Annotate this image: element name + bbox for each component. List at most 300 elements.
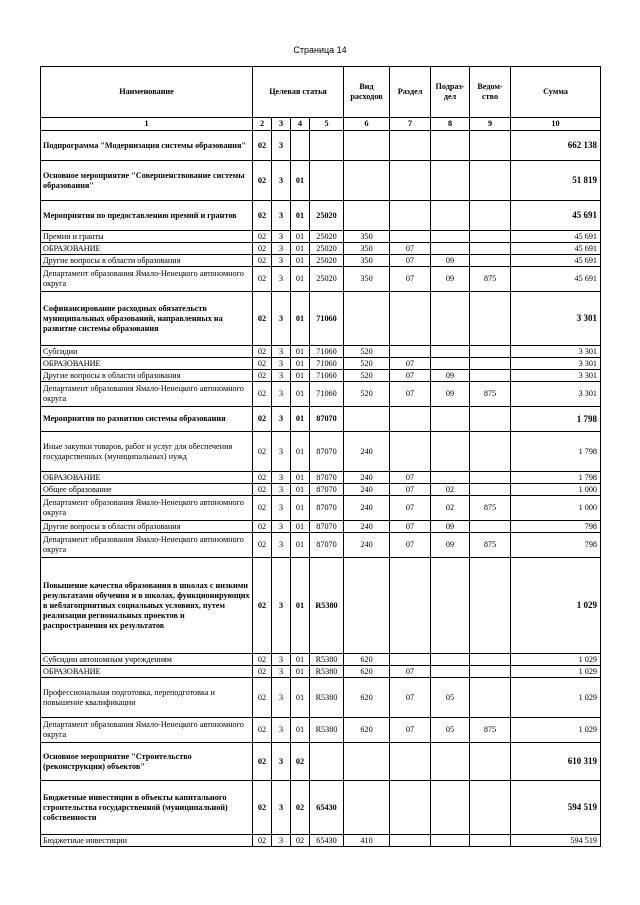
- cell-expense-type: 240: [344, 432, 390, 472]
- cell-name: Другие вопросы в области образования: [41, 370, 253, 382]
- col-number: 9: [470, 118, 511, 131]
- cell-target-event: 01: [291, 370, 310, 382]
- cell-sum: 45 691: [511, 201, 601, 231]
- table-row: [41, 835, 601, 847]
- cell-name: Иные закупки товаров, работ и услуг для обеспечения государственных (муниципальных) нужд: [41, 432, 253, 472]
- cell-section: [390, 558, 431, 654]
- cell-name: Мероприятия по развитию системы образования: [41, 407, 253, 432]
- cell-target-event: 01: [291, 666, 310, 678]
- cell-name: Другие вопросы в области образования: [41, 521, 253, 533]
- cell-target-program: 02: [253, 255, 272, 267]
- cell-section: [390, 654, 431, 666]
- cell-target-program: 02: [253, 267, 272, 292]
- cell-section: 07: [390, 472, 431, 484]
- cell-subsection: [431, 835, 470, 847]
- cell-target-direction: [310, 131, 344, 161]
- cell-target-direction: 71060: [310, 382, 344, 407]
- cell-expense-type: 620: [344, 654, 390, 666]
- col-number: 3: [272, 118, 291, 131]
- cell-target-subprogram: 3: [272, 521, 291, 533]
- cell-section: 07: [390, 370, 431, 382]
- table-row: [41, 496, 601, 521]
- table-row: [41, 358, 601, 370]
- cell-target-direction: 87070: [310, 407, 344, 432]
- cell-department: [470, 484, 511, 496]
- cell-section: [390, 161, 431, 201]
- cell-section: [390, 346, 431, 358]
- cell-sum: 45 691: [511, 243, 601, 255]
- cell-expense-type: 520: [344, 358, 390, 370]
- cell-subsection: 09: [431, 533, 470, 558]
- table-row: [41, 432, 601, 472]
- cell-department: [470, 292, 511, 346]
- cell-target-event: 01: [291, 521, 310, 533]
- table-row: [41, 558, 601, 654]
- header-department: Ведом-ство: [470, 67, 511, 118]
- cell-department: [470, 743, 511, 781]
- cell-target-event: [291, 131, 310, 161]
- cell-name: Субсидии автономным учреждениям: [41, 654, 253, 666]
- cell-target-event: 02: [291, 743, 310, 781]
- cell-expense-type: 620: [344, 678, 390, 718]
- cell-target-subprogram: 3: [272, 654, 291, 666]
- cell-target-event: 01: [291, 161, 310, 201]
- table-row: [41, 231, 601, 243]
- cell-subsection: 05: [431, 718, 470, 743]
- cell-target-event: 01: [291, 358, 310, 370]
- cell-target-program: 02: [253, 781, 272, 835]
- cell-expense-type: 240: [344, 472, 390, 484]
- cell-target-program: 02: [253, 382, 272, 407]
- cell-target-subprogram: 3: [272, 678, 291, 718]
- table-row: [41, 484, 601, 496]
- cell-target-program: 02: [253, 472, 272, 484]
- cell-sum: 1 798: [511, 472, 601, 484]
- cell-section: 07: [390, 484, 431, 496]
- cell-department: [470, 131, 511, 161]
- cell-target-program: 02: [253, 243, 272, 255]
- cell-target-subprogram: 3: [272, 496, 291, 521]
- header-section: Раздел: [390, 67, 431, 118]
- cell-section: 07: [390, 243, 431, 255]
- cell-target-direction: 71060: [310, 346, 344, 358]
- cell-section: [390, 743, 431, 781]
- table-row: [41, 267, 601, 292]
- cell-department: [470, 161, 511, 201]
- cell-department: [470, 432, 511, 472]
- cell-name: Бюджетные инвестиции: [41, 835, 253, 847]
- table-body: [41, 131, 601, 847]
- cell-target-subprogram: 3: [272, 161, 291, 201]
- cell-target-direction: 25020: [310, 231, 344, 243]
- cell-name: Департамент образования Ямало-Ненецкого автономного округа: [41, 533, 253, 558]
- cell-name: Профессиональная подготовка, переподготовка и повышение квалификации: [41, 678, 253, 718]
- cell-section: [390, 131, 431, 161]
- cell-expense-type: 410: [344, 835, 390, 847]
- cell-name: Департамент образования Ямало-Ненецкого автономного округа: [41, 496, 253, 521]
- cell-name: Софинансирование расходных обязательств муниципальных образований, направленных на развитие системы образования: [41, 292, 253, 346]
- cell-target-event: 02: [291, 781, 310, 835]
- cell-subsection: [431, 407, 470, 432]
- cell-target-subprogram: 3: [272, 666, 291, 678]
- cell-subsection: [431, 161, 470, 201]
- cell-sum: 594 519: [511, 835, 601, 847]
- cell-expense-type: 520: [344, 382, 390, 407]
- cell-target-direction: 87070: [310, 521, 344, 533]
- cell-target-program: 02: [253, 358, 272, 370]
- cell-target-direction: R5380: [310, 558, 344, 654]
- table-row: [41, 201, 601, 231]
- cell-target-event: 01: [291, 484, 310, 496]
- cell-target-program: 02: [253, 201, 272, 231]
- cell-target-subprogram: 3: [272, 131, 291, 161]
- cell-expense-type: [344, 558, 390, 654]
- cell-sum: 798: [511, 521, 601, 533]
- table-row: [41, 370, 601, 382]
- table-row: [41, 255, 601, 267]
- cell-sum: 1 029: [511, 654, 601, 666]
- cell-sum: 3 301: [511, 370, 601, 382]
- table-row: [41, 243, 601, 255]
- cell-section: [390, 231, 431, 243]
- cell-sum: 1 000: [511, 484, 601, 496]
- cell-target-event: 01: [291, 255, 310, 267]
- cell-department: [470, 521, 511, 533]
- cell-sum: 1 029: [511, 666, 601, 678]
- cell-subsection: [431, 472, 470, 484]
- cell-sum: 594 519: [511, 781, 601, 835]
- table-row: [41, 346, 601, 358]
- cell-target-subprogram: 3: [272, 558, 291, 654]
- cell-department: [470, 558, 511, 654]
- cell-target-subprogram: 3: [272, 432, 291, 472]
- cell-expense-type: 240: [344, 496, 390, 521]
- cell-name: Повышение качества образования в школах с низкими результатами обучения и в школах, функционирующих в неблагоприятных социальных условиях, путем реализации региональных проектов и распространения их результатов: [41, 558, 253, 654]
- cell-section: 07: [390, 382, 431, 407]
- col-number: 4: [291, 118, 310, 131]
- cell-subsection: [431, 781, 470, 835]
- cell-sum: 3 301: [511, 358, 601, 370]
- cell-subsection: 09: [431, 521, 470, 533]
- cell-target-direction: R5380: [310, 718, 344, 743]
- cell-subsection: 09: [431, 255, 470, 267]
- cell-subsection: 09: [431, 267, 470, 292]
- cell-target-direction: 71060: [310, 292, 344, 346]
- cell-target-subprogram: 3: [272, 472, 291, 484]
- header-sum: Сумма: [511, 67, 601, 118]
- table-row: [41, 678, 601, 718]
- cell-sum: 1 000: [511, 496, 601, 521]
- cell-section: 07: [390, 533, 431, 558]
- cell-target-direction: 87070: [310, 432, 344, 472]
- cell-target-program: 02: [253, 496, 272, 521]
- cell-expense-type: 350: [344, 255, 390, 267]
- cell-subsection: [431, 654, 470, 666]
- cell-expense-type: 620: [344, 666, 390, 678]
- cell-target-direction: R5380: [310, 654, 344, 666]
- header-subsection: Подраз-дел: [431, 67, 470, 118]
- cell-expense-type: [344, 407, 390, 432]
- table-row: [41, 666, 601, 678]
- cell-target-subprogram: 3: [272, 484, 291, 496]
- cell-department: 875: [470, 533, 511, 558]
- cell-subsection: 05: [431, 678, 470, 718]
- cell-target-program: 02: [253, 161, 272, 201]
- cell-target-subprogram: 3: [272, 292, 291, 346]
- cell-target-subprogram: 3: [272, 358, 291, 370]
- cell-section: 07: [390, 496, 431, 521]
- cell-target-program: 02: [253, 346, 272, 358]
- cell-target-event: 01: [291, 654, 310, 666]
- cell-name: Основное мероприятие "Совершенствование системы образования": [41, 161, 253, 201]
- cell-name: Общее образование: [41, 484, 253, 496]
- header-name: Наименование: [41, 67, 253, 118]
- cell-target-direction: 87070: [310, 472, 344, 484]
- cell-expense-type: 350: [344, 243, 390, 255]
- cell-target-program: 02: [253, 432, 272, 472]
- cell-target-direction: 87070: [310, 496, 344, 521]
- cell-department: 875: [470, 382, 511, 407]
- cell-department: [470, 346, 511, 358]
- cell-target-event: 01: [291, 533, 310, 558]
- cell-target-event: 01: [291, 718, 310, 743]
- table-row: [41, 718, 601, 743]
- cell-sum: 662 138: [511, 131, 601, 161]
- cell-expense-type: [344, 743, 390, 781]
- cell-sum: 1 029: [511, 718, 601, 743]
- column-numbers-row: [41, 118, 601, 131]
- cell-department: [470, 678, 511, 718]
- cell-department: [470, 472, 511, 484]
- cell-target-direction: 87070: [310, 533, 344, 558]
- cell-name: Подпрограмма "Модернизация системы образования": [41, 131, 253, 161]
- cell-target-program: 02: [253, 654, 272, 666]
- cell-expense-type: 240: [344, 533, 390, 558]
- cell-sum: 1 798: [511, 407, 601, 432]
- cell-target-direction: 71060: [310, 370, 344, 382]
- cell-target-event: 01: [291, 267, 310, 292]
- cell-expense-type: [344, 781, 390, 835]
- cell-department: [470, 835, 511, 847]
- cell-name: Департамент образования Ямало-Ненецкого автономного округа: [41, 718, 253, 743]
- cell-sum: 3 301: [511, 346, 601, 358]
- cell-target-program: 02: [253, 835, 272, 847]
- cell-target-program: 02: [253, 407, 272, 432]
- header-expense-type: Вид расходов: [344, 67, 390, 118]
- cell-target-subprogram: 3: [272, 835, 291, 847]
- table-row: [41, 472, 601, 484]
- cell-target-event: 01: [291, 407, 310, 432]
- cell-target-direction: 87070: [310, 484, 344, 496]
- cell-expense-type: [344, 201, 390, 231]
- cell-target-program: 02: [253, 131, 272, 161]
- cell-target-direction: [310, 743, 344, 781]
- cell-target-event: 01: [291, 382, 310, 407]
- cell-target-direction: 25020: [310, 255, 344, 267]
- cell-target-subprogram: 3: [272, 243, 291, 255]
- cell-name: Департамент образования Ямало-Ненецкого автономного округа: [41, 382, 253, 407]
- cell-target-direction: 25020: [310, 267, 344, 292]
- cell-expense-type: 520: [344, 346, 390, 358]
- cell-expense-type: [344, 161, 390, 201]
- cell-target-direction: 25020: [310, 243, 344, 255]
- cell-name: ОБРАЗОВАНИЕ: [41, 666, 253, 678]
- cell-target-event: 02: [291, 835, 310, 847]
- cell-subsection: [431, 292, 470, 346]
- cell-expense-type: 240: [344, 484, 390, 496]
- cell-target-subprogram: 3: [272, 407, 291, 432]
- cell-target-event: 01: [291, 678, 310, 718]
- cell-name: Мероприятия по предоставлению премий и грантов: [41, 201, 253, 231]
- cell-sum: 1 798: [511, 432, 601, 472]
- cell-name: Департамент образования Ямало-Ненецкого автономного округа: [41, 267, 253, 292]
- cell-sum: 45 691: [511, 231, 601, 243]
- cell-target-direction: 65430: [310, 781, 344, 835]
- cell-target-subprogram: 3: [272, 201, 291, 231]
- cell-name: ОБРАЗОВАНИЕ: [41, 472, 253, 484]
- cell-sum: 45 691: [511, 255, 601, 267]
- cell-sum: 1 029: [511, 558, 601, 654]
- col-number: 2: [253, 118, 272, 131]
- cell-target-program: 02: [253, 718, 272, 743]
- cell-target-subprogram: 3: [272, 231, 291, 243]
- cell-target-program: 02: [253, 678, 272, 718]
- cell-expense-type: 520: [344, 370, 390, 382]
- cell-department: [470, 407, 511, 432]
- table-row: [41, 292, 601, 346]
- header-row: [41, 67, 601, 118]
- cell-section: [390, 835, 431, 847]
- cell-department: 875: [470, 496, 511, 521]
- cell-name: ОБРАЗОВАНИЕ: [41, 243, 253, 255]
- col-number: 5: [310, 118, 344, 131]
- cell-department: [470, 358, 511, 370]
- cell-expense-type: 240: [344, 521, 390, 533]
- cell-target-direction: R5380: [310, 678, 344, 718]
- col-number: 10: [511, 118, 601, 131]
- cell-name: Премии и гранты: [41, 231, 253, 243]
- cell-sum: 610 319: [511, 743, 601, 781]
- cell-subsection: [431, 743, 470, 781]
- cell-section: 07: [390, 358, 431, 370]
- cell-target-event: 01: [291, 432, 310, 472]
- cell-target-direction: 65430: [310, 835, 344, 847]
- cell-target-event: 01: [291, 201, 310, 231]
- cell-section: [390, 292, 431, 346]
- table-row: [41, 161, 601, 201]
- cell-subsection: 02: [431, 496, 470, 521]
- cell-target-direction: 25020: [310, 201, 344, 231]
- cell-department: [470, 243, 511, 255]
- col-number: 6: [344, 118, 390, 131]
- col-number: 7: [390, 118, 431, 131]
- cell-expense-type: [344, 131, 390, 161]
- cell-subsection: [431, 558, 470, 654]
- col-number: 1: [41, 118, 253, 131]
- cell-name: Другие вопросы в области образования: [41, 255, 253, 267]
- cell-target-program: 02: [253, 484, 272, 496]
- cell-target-event: 01: [291, 243, 310, 255]
- table-row: [41, 521, 601, 533]
- cell-department: [470, 654, 511, 666]
- cell-target-program: 02: [253, 743, 272, 781]
- cell-section: 07: [390, 666, 431, 678]
- cell-target-subprogram: 3: [272, 781, 291, 835]
- cell-subsection: 09: [431, 370, 470, 382]
- cell-section: [390, 407, 431, 432]
- cell-expense-type: [344, 292, 390, 346]
- cell-name: ОБРАЗОВАНИЕ: [41, 358, 253, 370]
- cell-target-event: 01: [291, 231, 310, 243]
- table-row: [41, 533, 601, 558]
- table-row: [41, 654, 601, 666]
- cell-sum: 45 691: [511, 267, 601, 292]
- cell-target-subprogram: 3: [272, 267, 291, 292]
- cell-department: [470, 370, 511, 382]
- cell-target-subprogram: 3: [272, 533, 291, 558]
- cell-target-direction: 71060: [310, 358, 344, 370]
- cell-subsection: 09: [431, 382, 470, 407]
- cell-section: 07: [390, 255, 431, 267]
- cell-target-program: 02: [253, 370, 272, 382]
- cell-department: 875: [470, 718, 511, 743]
- cell-section: [390, 201, 431, 231]
- cell-target-event: 01: [291, 472, 310, 484]
- cell-expense-type: 620: [344, 718, 390, 743]
- cell-department: [470, 255, 511, 267]
- cell-name: Основное мероприятие "Строительство (реконструкция) объектов": [41, 743, 253, 781]
- cell-department: [470, 666, 511, 678]
- cell-target-subprogram: 3: [272, 743, 291, 781]
- cell-target-event: 01: [291, 346, 310, 358]
- table-row: [41, 743, 601, 781]
- cell-section: 07: [390, 267, 431, 292]
- cell-sum: 3 301: [511, 292, 601, 346]
- cell-subsection: [431, 231, 470, 243]
- cell-target-program: 02: [253, 292, 272, 346]
- cell-target-program: 02: [253, 666, 272, 678]
- cell-target-direction: [310, 161, 344, 201]
- cell-section: 07: [390, 678, 431, 718]
- cell-subsection: [431, 201, 470, 231]
- cell-subsection: [431, 432, 470, 472]
- cell-subsection: 02: [431, 484, 470, 496]
- table-row: [41, 382, 601, 407]
- cell-name: Бюджетные инвестиции в объекты капитального строительства государственной (муниципальной) собственности: [41, 781, 253, 835]
- cell-department: [470, 201, 511, 231]
- cell-sum: 1 029: [511, 678, 601, 718]
- cell-subsection: [431, 243, 470, 255]
- cell-sum: 3 301: [511, 382, 601, 407]
- cell-target-program: 02: [253, 521, 272, 533]
- table-row: [41, 781, 601, 835]
- table-row: [41, 131, 601, 161]
- cell-subsection: [431, 346, 470, 358]
- table-row: [41, 407, 601, 432]
- cell-target-direction: R5380: [310, 666, 344, 678]
- budget-table: [40, 66, 601, 847]
- cell-department: [470, 781, 511, 835]
- col-number: 8: [431, 118, 470, 131]
- cell-target-subprogram: 3: [272, 718, 291, 743]
- cell-subsection: [431, 131, 470, 161]
- cell-target-subprogram: 3: [272, 346, 291, 358]
- cell-expense-type: 350: [344, 231, 390, 243]
- cell-target-event: 01: [291, 558, 310, 654]
- cell-section: [390, 781, 431, 835]
- cell-expense-type: 350: [344, 267, 390, 292]
- cell-subsection: [431, 358, 470, 370]
